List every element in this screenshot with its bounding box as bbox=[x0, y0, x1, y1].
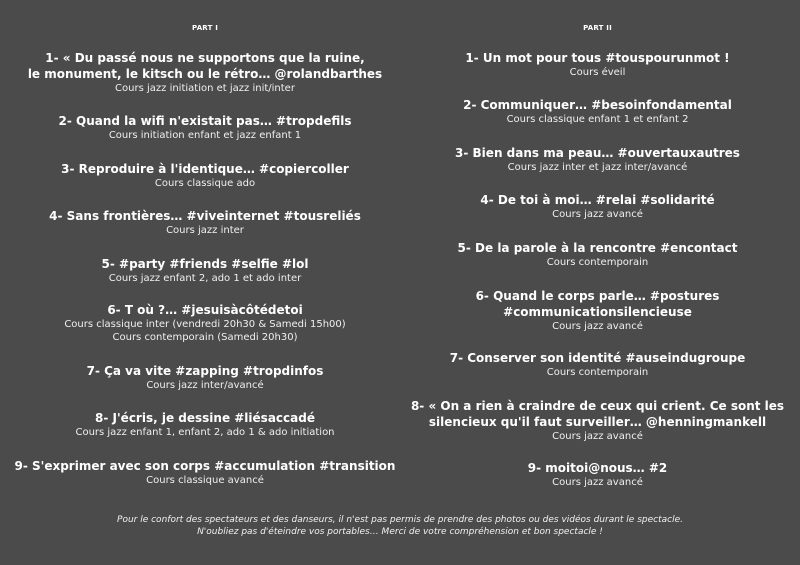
part-1-heading: PART I bbox=[192, 24, 218, 32]
item-title: 5- De la parole à la rencontre #encontact bbox=[457, 241, 738, 255]
item-title: 6- T où ?… #jesuisàcôtédetoi bbox=[107, 303, 303, 317]
program-item bbox=[400, 240, 795, 269]
program-item bbox=[10, 363, 400, 392]
item-course: Cours jazz enfant 1, enfant 2, ado 1 & ado initiation bbox=[75, 427, 335, 438]
item-course: Cours jazz avancé bbox=[552, 477, 643, 488]
item-title: 1- Un mot pour tous #touspourunmot ! bbox=[465, 51, 730, 65]
item-course: Cours jazz inter/avancé bbox=[146, 380, 264, 391]
item-course: Cours contemporain bbox=[546, 367, 649, 378]
item-title: 7- Ça va vite #zapping #tropdinfos bbox=[86, 364, 324, 378]
item-course: Cours jazz avancé bbox=[552, 209, 643, 220]
item-title: 5- #party #friends #selfie #lol bbox=[101, 257, 309, 271]
item-title: 7- Conserver son identité #auseindugroupe bbox=[449, 351, 746, 365]
program-item bbox=[400, 50, 795, 79]
item-course: Cours éveil bbox=[569, 67, 626, 78]
program-item bbox=[400, 145, 795, 174]
item-course: Cours jazz initiation et jazz init/inter bbox=[115, 83, 295, 94]
item-title: 9- moitoi@nous… #2 bbox=[527, 461, 668, 475]
item-title: 8- « On a rien à craindre de ceux qui crient. Ce sont les silencieux qu'il faut surveiller… @henningmankell bbox=[410, 399, 785, 429]
item-course: Cours jazz inter bbox=[166, 225, 244, 236]
item-course: Cours classique ado bbox=[154, 178, 256, 189]
item-course: Cours contemporain bbox=[546, 257, 649, 268]
program-item bbox=[400, 398, 795, 443]
item-title: 3- Bien dans ma peau… #ouvertauxautres bbox=[455, 146, 740, 160]
program-item bbox=[10, 161, 400, 190]
item-course: Cours classique enfant 1 et enfant 2 bbox=[506, 114, 689, 125]
program-item bbox=[10, 256, 400, 285]
item-course: Cours jazz enfant 2, ado 1 et ado inter bbox=[108, 273, 302, 284]
footer-notice: Pour le confort des spectateurs et des danseurs, il n'est pas permis de prendre des photos ou des vidéos durant le spectacle. N'oubliez pas d'éteindre vos portables… Merci de votre compréhension et bon spectacle ! bbox=[117, 515, 683, 537]
program-item bbox=[400, 97, 795, 126]
program-item bbox=[400, 288, 795, 333]
program-item bbox=[10, 458, 400, 487]
program-item bbox=[400, 460, 795, 489]
item-title: 1- « Du passé nous ne supportons que la ruine, le monument, le kitsch ou le rétro… @rolandbarthes bbox=[27, 51, 383, 81]
program-item bbox=[400, 192, 795, 221]
part-2-heading: PART II bbox=[583, 24, 612, 32]
item-title: 4- Sans frontières… #viveinternet #tousreliés bbox=[49, 209, 361, 223]
program-item bbox=[10, 113, 400, 142]
program-item bbox=[10, 50, 400, 95]
item-course: Cours jazz avancé bbox=[552, 321, 643, 332]
item-title: 3- Reproduire à l'identique… #copiercoller bbox=[61, 162, 349, 176]
program-item bbox=[10, 410, 400, 439]
item-title: 8- J'écris, je dessine #liésaccadé bbox=[95, 411, 315, 425]
item-course: Cours jazz inter et jazz inter/avancé bbox=[507, 162, 688, 173]
item-title: 2- Communiquer… #besoinfondamental bbox=[463, 98, 732, 112]
item-course: Cours jazz avancé bbox=[552, 431, 643, 442]
item-title: 2- Quand la wifi n'existait pas… #tropdefils bbox=[58, 114, 352, 128]
program-item bbox=[10, 302, 400, 344]
program-item bbox=[10, 208, 400, 237]
item-title: 4- De toi à moi… #relai #solidarité bbox=[480, 193, 715, 207]
item-title: 9- S'exprimer avec son corps #accumulation #transition bbox=[14, 459, 396, 473]
item-course: Cours classique inter (vendredi 20h30 & Samedi 15h00) Cours contemporain (Samedi 20h30) bbox=[64, 319, 346, 343]
item-course: Cours classique avancé bbox=[146, 475, 264, 486]
program-item bbox=[400, 350, 795, 379]
item-course: Cours initiation enfant et jazz enfant 1 bbox=[108, 130, 302, 141]
item-title: 6- Quand le corps parle… #postures #communicationsilencieuse bbox=[475, 289, 720, 319]
